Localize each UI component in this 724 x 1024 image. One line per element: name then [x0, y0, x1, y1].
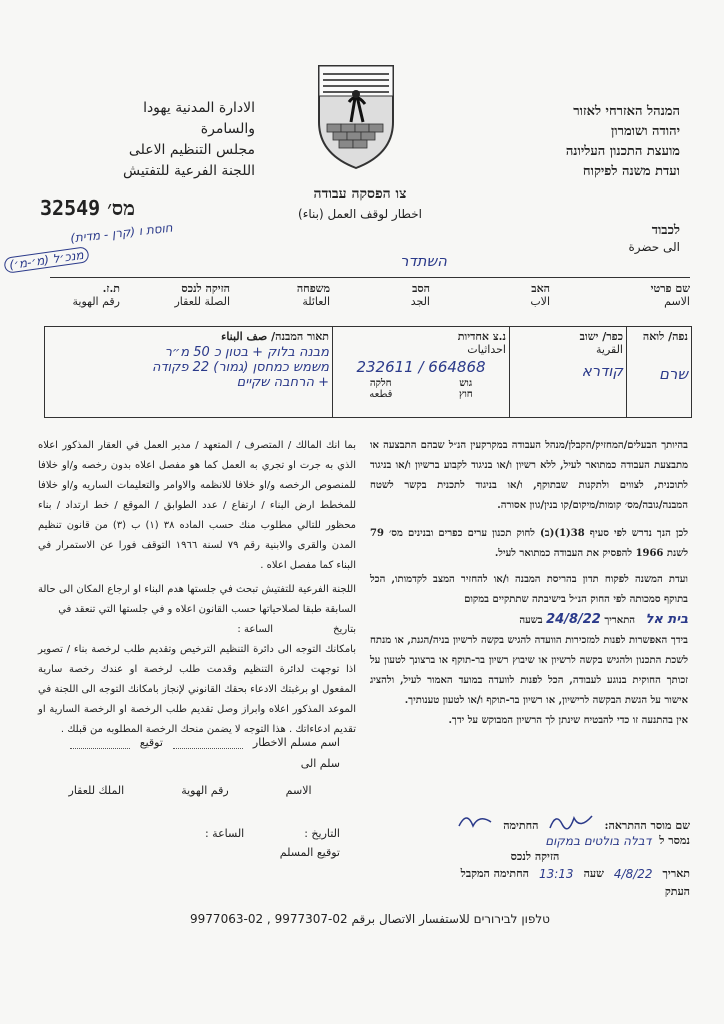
arabic-meeting-line — [38, 620, 356, 640]
margin-note-handwritten: חוסת ו (קרן - מדית) — [69, 220, 174, 246]
header-arabic-line: اللجنة الفرعية للتفتيش — [122, 163, 255, 179]
person-col-grandfather — [360, 282, 430, 308]
deliverer-signature-scribble — [546, 810, 596, 832]
deliverer-label: שם מוסר ההתראה: — [604, 819, 690, 832]
header-ar: الاسم — [664, 295, 690, 308]
header-ar: العائلة — [302, 295, 330, 308]
delivered-label: נמסר ל — [659, 834, 690, 847]
signature-label: توقيع — [139, 736, 163, 749]
emblem-icon — [315, 62, 397, 172]
cell-description — [45, 327, 333, 418]
arabic-receiver-row — [40, 736, 340, 749]
col-id-label: رقم الهوية — [181, 784, 229, 797]
gush-label-arabic: قطعه — [369, 389, 393, 400]
cell-coords — [333, 327, 510, 418]
col-name-label: الاسم — [285, 784, 312, 797]
margin-note-handwritten-2: מנכ׳ל (מ׳-מ׳) — [3, 246, 89, 274]
header-hebrew — [470, 102, 680, 182]
date-hour-row — [380, 867, 690, 881]
order-number-value: 32549 — [40, 196, 101, 220]
meeting-date-label: התאריך — [604, 615, 636, 626]
person-col-id — [50, 282, 120, 308]
signature-scribble-2 — [455, 810, 495, 832]
page-title: צו הפסקה עבודה — [313, 186, 407, 202]
signature-scribble-icon — [455, 810, 495, 832]
header-he: הזיקה לנכס — [181, 282, 230, 295]
header-ar: الصلة للعقار — [174, 295, 230, 308]
receiver-label: اسم مسلم الاخطار — [252, 736, 340, 749]
recipient-name-handwritten: השתדר — [400, 252, 447, 270]
description-label: תאור המבנה/ صف البناء — [221, 330, 329, 343]
hour-label: الساعة : — [204, 827, 245, 840]
hebrew-signature-block — [380, 810, 690, 898]
order-number — [40, 196, 135, 221]
signature-label: החתימה — [503, 819, 539, 832]
header-he: משפחה — [296, 282, 330, 295]
location-table — [44, 326, 692, 418]
village-label: כפר/ ישוב — [579, 330, 623, 343]
arabic-paragraph-3: بامكانك التوجه الى دائرة التنظيم الترخيص وتقديم طلب لرخصة بناء / تصوير اذا توجهت لدائرة التنظيم وقدمت طلب لرخصة او عندك رخصة سارية المفعول او برغبتك الادعاء بحقك القانوني لإنجاز بامكانك التوجه الى اللجنة في الموعد المذكور اعلاه وابراز وصل تقديم طلب الرخصة او الرخصة السارية او تقديم ادعاءاتك . هذا التوجه لا يضمن منحك الرخصة المطلوبه من قبلك . — [38, 644, 356, 735]
receiver-field[interactable] — [173, 736, 243, 749]
recipient-label-arabic: الى حضرة — [628, 240, 680, 254]
coords-value-handwritten: 232611 / 664868 — [356, 358, 486, 376]
district-label: נפה/ לואה — [642, 330, 688, 343]
relation-label: הזיקה לנכס — [510, 850, 560, 863]
copy-row — [380, 885, 690, 898]
arabic-columns-row — [40, 784, 340, 797]
cell-district — [627, 327, 692, 418]
header-hebrew-line: יהודה ושומרון — [610, 124, 680, 139]
hour-value-handwritten: 13:13 — [538, 867, 574, 881]
hebrew-meeting-line — [370, 610, 688, 631]
arabic-paragraph-2: اللجنة الفرعية للتفتيش تبحث في جلستها هدم البناء او ارجاع المكان الى حالة السابقة طبقا لصلاحياتها حسب القانون اعلاه و في جلستها التي تنعقد في — [38, 584, 356, 615]
receiver-sign-label: החתימה המקבל — [460, 867, 529, 880]
meeting-date-handwritten: 24/8/22 — [546, 612, 601, 627]
arabic-hour-label: الساعة : — [237, 624, 274, 635]
arabic-handed-row — [40, 757, 340, 770]
arabic-date-row — [40, 827, 340, 840]
col-owner-label: الملك للعقار — [68, 784, 125, 797]
arabic-paragraph-1: بما انك المالك / المتصرف / المتعهد / مدير العمل في العقار المذكور اعلاه الذي به جرت او تجري به العمل كما هو مفصل اعلاه بدون رخصه و/او خلافا للمنصوص الرخصه و/او خلافا للانظمه والاوامر والتعليمات الساريه و/او خلافا للمخطط ارض البناء / ارتفاع / عدد الطوابق / الموقع / خط ارتداد / بناء محظور للتالي مطلوب منك حسب الماده ٣٨ (١) ب (٣) من قانون تنظيم المدن والقرى والابنية رقم ٧٩ لسنة ١٩٦٦ التوقف فورا عن الاستمرار في البناء كما مفصل اعلاه . — [38, 440, 356, 571]
deliverer-row — [380, 810, 690, 832]
meeting-hour-label: בשעה — [519, 615, 543, 626]
footer-phone: טלפון לבירורים للاستفسار الاتصال برقم 02-9977307 , 02-9977063 — [190, 912, 550, 926]
header-he: שם פרטי — [650, 282, 690, 295]
emblem — [315, 62, 397, 172]
person-row — [50, 277, 690, 320]
cell-village — [510, 327, 627, 418]
hebrew-paragraph-3: ועדת המשנה לפקוח תדון בהריסת המבנה ו/או להחזיר המצב לקדמותו, הכל בתוקף סמכותה לפי החוק הנ״ל בישיבתה שתתקיים במקום — [370, 574, 688, 605]
date-label: תאריך — [662, 867, 690, 880]
header-arabic-line: مجلس التنظيم الاعلى — [128, 142, 255, 158]
header-ar: الاب — [530, 295, 550, 308]
hebrew-paragraph-5: אין בהתנעה זו כדי להבטיח שינתן לך הרשיון המבוקש על ידך. — [448, 715, 688, 726]
header-ar: رقم الهوية — [72, 295, 120, 308]
handed-to-label: سلم الى — [300, 757, 340, 770]
hebrew-paragraph-1: בהיותך הבעלים/המחזיק/הקבלן/מנהל העבודה במקרקעין הנ״ל שבהם התבצעה או מתבצעת העבודה כמתואר לעיל, ללא רשיון ו/או בניגוד לקבוע ברשיון ו/או בניגוד לתוכנית, לצווים ולתקנות שבתוקף, ו/או בניגוד לתכנית בקשר לשטח המבנה/גובה/מס׳ קומות/מיקום/קו בנין/גוון אסורה. — [370, 440, 688, 511]
person-col-father — [480, 282, 550, 308]
header-hebrew-line: ועדת משנה לפיקוח — [582, 164, 680, 179]
person-col-family — [260, 282, 330, 308]
village-label-arabic: القرية — [595, 343, 623, 356]
person-col-relation — [140, 282, 230, 308]
gush-helka-labels-2 — [336, 389, 506, 400]
hebrew-paragraph-2: לכן הנך נדרש לפי סעיף 38(1)(ב) לחוק תכנון ערים כפרים ובנינים מס׳ 79 לשנת 1966 להפסיק את העבודה כמתואר לעיל. — [370, 528, 689, 559]
copy-label: העתק — [664, 885, 690, 898]
description-line-handwritten: + הרחבה שקיים — [236, 375, 329, 390]
delivered-row — [380, 834, 690, 848]
header-he: ת.ז. — [102, 282, 120, 295]
arabic-signature-block — [40, 736, 340, 859]
page-subtitle-arabic: اخطار لوقف العمل (بناء) — [298, 207, 422, 221]
delivered-value-handwritten: דבלה בולטים במקום — [545, 834, 652, 848]
village-value-handwritten: קודרא — [581, 362, 623, 380]
arabic-body — [38, 436, 356, 740]
hour-label: שעה — [583, 867, 604, 880]
date-value-handwritten: 4/8/22 — [613, 867, 653, 881]
coords-label: נ.צ אחדיות — [457, 330, 506, 343]
order-number-label: מס׳ — [107, 196, 136, 220]
header-ar: الجد — [410, 295, 430, 308]
arabic-date-label: بتاريخ — [333, 624, 356, 635]
arabic-receiver-sign-row — [40, 846, 340, 859]
hod-label: חוץ — [459, 389, 473, 400]
meeting-place-handwritten: בית אל — [645, 612, 688, 627]
gush-helka-labels — [336, 378, 506, 389]
relation-row — [380, 850, 690, 863]
person-col-first-name — [600, 282, 690, 308]
district-value-handwritten: שרם — [658, 365, 688, 383]
recipient-label: לכבוד — [651, 223, 680, 238]
hebrew-body — [370, 436, 688, 731]
hebrew-paragraph-4: בידך האפשרות לפנות למזכירות הוועדה להגיש בקשה לרשיון בניה/הגנת, או מנתח לשכת התכנון ולהגיש בקשה לרשיון או שיבוץ רשיון בר-תוקף או ברצונך לטעון על זכותך החוקית בנוגע לעבודה, הכל לפנות לוועדה במועד האמור לעיל, ולהציג אישור על הגשת הבקשה לרישיון, או רשיון בר-תוקף ו/או לטעון טענותיך. — [370, 635, 688, 706]
helka-label: חלקה — [369, 378, 392, 389]
signature-scribble-icon — [546, 810, 596, 832]
header-arabic-line: الادارة المدنية يهودا — [143, 100, 255, 116]
header-hebrew-line: המנהל האזרחי לאזור — [573, 104, 680, 119]
coords-label-arabic: احداثيات — [467, 343, 506, 356]
header-arabic-line: والسامرة — [200, 121, 255, 137]
gush-label: גוש — [459, 378, 473, 389]
description-line-handwritten: משמש כמחסן (גמור) 22 פקודה — [151, 360, 329, 375]
header-he: הסב — [412, 282, 430, 295]
header-hebrew-line: מועצת התכנון העליונה — [565, 144, 680, 159]
description-line-handwritten: מבנה בלוק + בטון כ 50 מ״ר — [164, 345, 329, 360]
header-he: האב — [531, 282, 550, 295]
header-arabic — [70, 98, 255, 182]
signature-field[interactable] — [70, 736, 130, 749]
date-label: التاريخ : — [304, 827, 340, 840]
receiver-sign-label: توقيع المسلم — [279, 846, 340, 859]
